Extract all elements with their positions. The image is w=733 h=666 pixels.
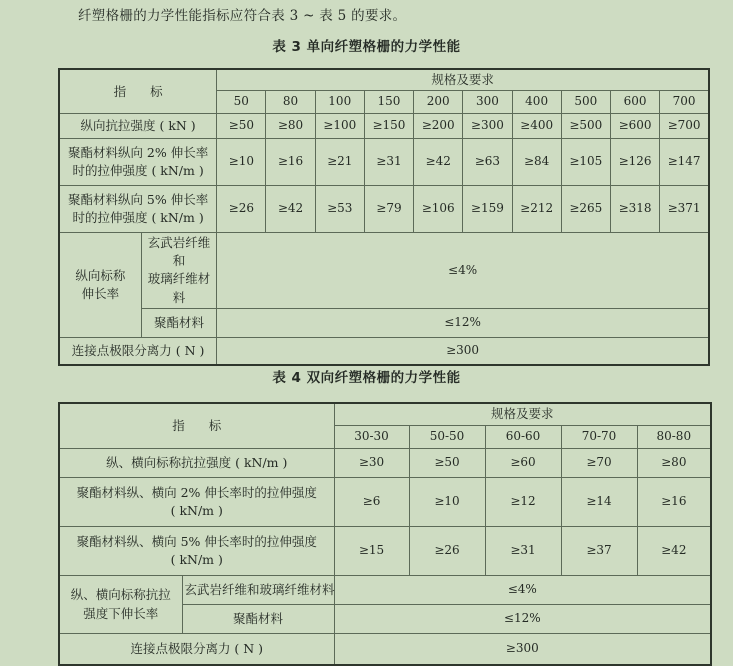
table3-row-2pct-v2: ≥21 — [315, 139, 364, 186]
table4-elong-sub1-value: ≤4% — [334, 576, 711, 605]
table3-row-tensile-v5: ≥300 — [463, 114, 512, 139]
table4-row-elong-fiber — [59, 576, 711, 605]
table3-row-tensile-v6: ≥400 — [512, 114, 561, 139]
table3-row-5pct-v8: ≥318 — [610, 186, 659, 233]
table3-row-2pct-label — [59, 139, 217, 186]
table3-row-5pct-label-line2: 时的拉伸强度 ( kN/m ) — [72, 210, 204, 226]
table3-row-tensile-v0: ≥50 — [217, 114, 266, 139]
table3-spec-group-header: 规格及要求 — [217, 69, 709, 91]
table3-spec-col-3: 150 — [364, 91, 413, 114]
table3-elong-group-label-line1: 纵向标称 — [75, 267, 126, 283]
table3-row-tensile-v2: ≥100 — [315, 114, 364, 139]
table4-row-5pct-v1: ≥26 — [409, 527, 485, 576]
table3-row-2pct-v4: ≥42 — [414, 139, 463, 186]
table4-row-tensile-v0: ≥30 — [334, 449, 409, 478]
table4 — [58, 402, 712, 666]
table3-elong-sub1-label-line1: 玄武岩纤维和 — [147, 235, 211, 269]
table4-spec-col-2: 60-60 — [485, 426, 561, 449]
table4-row-2pct-label-line1: 聚酯材料纵、横向 2% 伸长率时的拉伸强度 — [76, 484, 317, 500]
table4-header-row-1 — [59, 403, 711, 426]
table4-row-2pct-label-line2: ( kN/m ) — [170, 503, 223, 518]
table3-row-tensile-v3: ≥150 — [364, 114, 413, 139]
table3-row-tensile — [59, 114, 709, 139]
table4-row-separation — [59, 634, 711, 666]
table3-spec-col-5: 300 — [463, 91, 512, 114]
table4-row-5pct-v0: ≥15 — [334, 527, 409, 576]
table4-separation-value: ≥300 — [334, 634, 711, 666]
table4-spec-col-4: 80-80 — [637, 426, 711, 449]
table3-row-tensile-v1: ≥80 — [266, 114, 315, 139]
table3-row-2pct-v3: ≥31 — [364, 139, 413, 186]
table3-spec-col-8: 600 — [610, 91, 659, 114]
table4-row-tensile-label: 纵、横向标称抗拉强度 ( kN/m ) — [59, 449, 334, 478]
table3-elong-sub1-label-line2: 玻璃纤维材料 — [147, 271, 211, 305]
table3-row-5pct — [59, 186, 709, 233]
table3-row-elong-fiber — [59, 233, 709, 309]
table3-row-2pct-v5: ≥63 — [463, 139, 512, 186]
table4-row-5pct-v4: ≥42 — [637, 527, 711, 576]
table3-spec-col-2: 100 — [315, 91, 364, 114]
table3-row-5pct-v3: ≥79 — [364, 186, 413, 233]
table4-elong-group-label-line2: 强度下伸长率 — [83, 605, 159, 621]
table4-row-5pct-v3: ≥37 — [561, 527, 637, 576]
table4-row-2pct-v0: ≥6 — [334, 478, 409, 527]
table3-spec-col-9: 700 — [660, 91, 709, 114]
table4-row-2pct-label — [59, 478, 334, 527]
table4-row-5pct — [59, 527, 711, 576]
table3-spec-col-6: 400 — [512, 91, 561, 114]
table3-header-row-1 — [59, 69, 709, 91]
table3-spec-col-7: 500 — [561, 91, 610, 114]
table3-row-separation — [59, 337, 709, 365]
table4-elong-sub2-label: 聚酯材料 — [182, 605, 334, 634]
table3-separation-label: 连接点极限分离力 ( N ) — [59, 337, 217, 365]
table4-separation-label: 连接点极限分离力 ( N ) — [59, 634, 334, 666]
table3-row-elong-polyester — [59, 308, 709, 337]
table3-row-tensile-v7: ≥500 — [561, 114, 610, 139]
table4-row-tensile-v1: ≥50 — [409, 449, 485, 478]
table3-row-5pct-v4: ≥106 — [414, 186, 463, 233]
table3-spec-col-1: 80 — [266, 91, 315, 114]
table4-elong-sub1-label: 玄武岩纤维和玻璃纤维材料 — [182, 576, 334, 605]
table4-elong-group-label — [59, 576, 182, 634]
table4-row-2pct-v3: ≥14 — [561, 478, 637, 527]
table3-row-tensile-v9: ≥700 — [660, 114, 709, 139]
table3-separation-value: ≥300 — [217, 337, 709, 365]
table4-spec-col-1: 50-50 — [409, 426, 485, 449]
table4-row-2pct-v2: ≥12 — [485, 478, 561, 527]
table3-row-5pct-v2: ≥53 — [315, 186, 364, 233]
table3-elong-group-label — [59, 233, 141, 338]
table4-row-5pct-label-line2: ( kN/m ) — [170, 552, 223, 567]
table3-row-5pct-v9: ≥371 — [660, 186, 709, 233]
table3-row-2pct-v7: ≥105 — [561, 139, 610, 186]
table3-row-5pct-v7: ≥265 — [561, 186, 610, 233]
table3-title: 表 3 单向纤塑格栅的力学性能 — [272, 39, 461, 55]
table4-spec-col-0: 30-30 — [334, 426, 409, 449]
table3-row-2pct-v6: ≥84 — [512, 139, 561, 186]
table3-indicator-header: 指 标 — [59, 69, 217, 114]
table3-elong-sub2-label: 聚酯材料 — [141, 308, 216, 337]
intro-paragraph: 纤塑格栅的力学性能指标应符合表 3 ~ 表 5 的要求。 — [78, 8, 407, 24]
table3-elong-sub1-value: ≤4% — [217, 233, 709, 309]
table3-row-2pct-label-line2: 时的拉伸强度 ( kN/m ) — [72, 163, 204, 179]
table4-row-2pct-v4: ≥16 — [637, 478, 711, 527]
table4-row-2pct — [59, 478, 711, 527]
table4-row-5pct-label — [59, 527, 334, 576]
table3-spec-col-0: 50 — [217, 91, 266, 114]
table4-spec-group-header: 规格及要求 — [334, 403, 711, 426]
table4-row-5pct-label-line1: 聚酯材料纵、横向 5% 伸长率时的拉伸强度 — [76, 533, 317, 549]
table4-elong-sub2-value: ≤12% — [334, 605, 711, 634]
table3-row-5pct-label-line1: 聚酯材料纵向 5% 伸长率 — [67, 192, 209, 207]
table3-row-5pct-v6: ≥212 — [512, 186, 561, 233]
table3-row-5pct-v1: ≥42 — [266, 186, 315, 233]
table4-row-tensile-v2: ≥60 — [485, 449, 561, 478]
table3-elong-sub1-label — [141, 233, 216, 309]
table3-spec-col-4: 200 — [414, 91, 463, 114]
table3 — [58, 68, 710, 366]
table3-row-2pct-v9: ≥147 — [660, 139, 709, 186]
table3-elong-sub2-value: ≤12% — [217, 308, 709, 337]
table4-row-2pct-v1: ≥10 — [409, 478, 485, 527]
table4-elong-group-label-line1: 纵、横向标称抗拉 — [70, 587, 171, 603]
table4-row-tensile — [59, 449, 711, 478]
table3-row-2pct-v1: ≥16 — [266, 139, 315, 186]
table4-row-tensile-v3: ≥70 — [561, 449, 637, 478]
table3-row-5pct-v0: ≥26 — [217, 186, 266, 233]
table4-indicator-header: 指 标 — [59, 403, 334, 449]
table3-row-2pct-label-line1: 聚酯材料纵向 2% 伸长率 — [67, 145, 209, 160]
table3-row-tensile-v4: ≥200 — [414, 114, 463, 139]
table3-row-5pct-label — [59, 186, 217, 233]
table4-spec-col-3: 70-70 — [561, 426, 637, 449]
table3-row-5pct-v5: ≥159 — [463, 186, 512, 233]
table3-row-2pct-v0: ≥10 — [217, 139, 266, 186]
table3-elong-group-label-line2: 伸长率 — [81, 285, 120, 301]
table4-title: 表 4 双向纤塑格栅的力学性能 — [272, 370, 461, 386]
table3-row-tensile-label: 纵向抗拉强度 ( kN ) — [59, 114, 217, 139]
table3-row-2pct-v8: ≥126 — [610, 139, 659, 186]
table3-row-2pct — [59, 139, 709, 186]
table3-row-tensile-v8: ≥600 — [610, 114, 659, 139]
table4-row-5pct-v2: ≥31 — [485, 527, 561, 576]
table4-row-tensile-v4: ≥80 — [637, 449, 711, 478]
